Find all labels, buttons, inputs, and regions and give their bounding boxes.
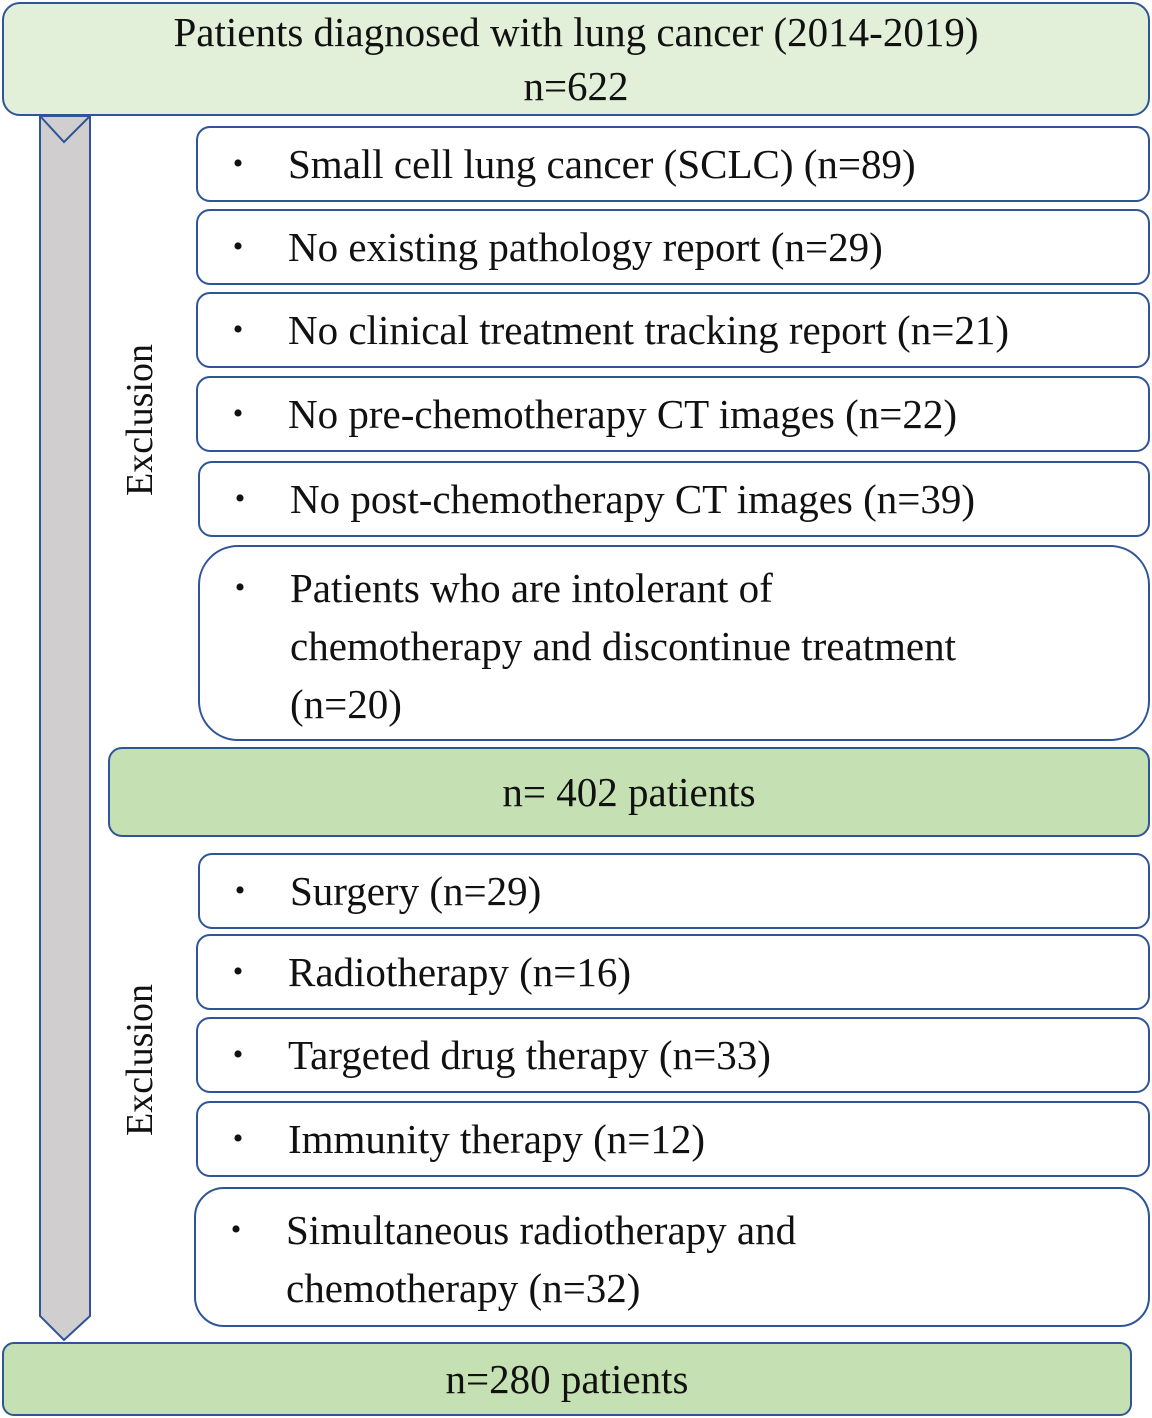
exclusion-item-text: Immunity therapy (n=12) (288, 1116, 706, 1162)
exclusion-item-tracking (196, 292, 1150, 368)
exclusion-label-1: Exclusion (119, 344, 161, 496)
flow-arrow-shape (40, 116, 90, 1340)
exclusion-item-intolerant (198, 545, 1150, 741)
bullet-icon: • (232, 955, 244, 988)
top-box-count: n=622 (523, 63, 629, 109)
exclusion-item-text: Small cell lung cancer (SCLC) (n=89) (288, 141, 916, 187)
bullet-icon: • (234, 571, 246, 604)
exclusion-item-text: Radiotherapy (n=16) (288, 949, 632, 995)
exclusion-item-text: Patients who are intolerant of chemotherapy and discontinue treatment (n=20) (290, 565, 957, 727)
exclusion-item-surgery (198, 853, 1150, 929)
bullet-icon: • (232, 1122, 244, 1155)
exclusion-item-pre-ct (196, 376, 1150, 452)
exclusion-label-2: Exclusion (119, 984, 161, 1136)
bullet-icon: • (232, 147, 244, 180)
exclusion-item-pathology (196, 209, 1150, 285)
exclusion-item-sclc (196, 126, 1150, 202)
bullet-icon: • (234, 482, 246, 515)
middle-box (108, 747, 1150, 837)
bullet-icon: • (230, 1213, 242, 1246)
bottom-box (2, 1342, 1132, 1416)
exclusion-item-radiotherapy (196, 934, 1150, 1010)
bullet-icon: • (232, 1038, 244, 1071)
bullet-icon: • (232, 397, 244, 430)
exclusion-item-text: No existing pathology report (n=29) (288, 224, 883, 270)
exclusion-item-simultaneous (194, 1187, 1150, 1327)
exclusion-item-targeted (196, 1017, 1150, 1093)
bullet-icon: • (232, 313, 244, 346)
exclusion-item-text: No pre-chemotherapy CT images (n=22) (288, 391, 958, 437)
exclusion-item-text: Surgery (n=29) (290, 868, 542, 914)
exclusion-item-text: No post-chemotherapy CT images (n=39) (290, 476, 976, 522)
exclusion-item-immunity (196, 1101, 1150, 1177)
bottom-box-count: n=280 patients (445, 1356, 689, 1402)
bullet-icon: • (232, 230, 244, 263)
exclusion-item-text: Simultaneous radiotherapy and chemotherapy (n=32) (286, 1207, 797, 1311)
middle-box-count: n= 402 patients (502, 769, 756, 815)
exclusion-item-text: No clinical treatment tracking report (n=21) (288, 307, 1009, 353)
exclusion-item-post-ct (198, 461, 1150, 537)
top-box (2, 2, 1150, 116)
bullet-icon: • (234, 874, 246, 907)
top-box-title: Patients diagnosed with lung cancer (2014-2019) (173, 9, 979, 55)
exclusion-item-text: Targeted drug therapy (n=33) (288, 1032, 771, 1078)
